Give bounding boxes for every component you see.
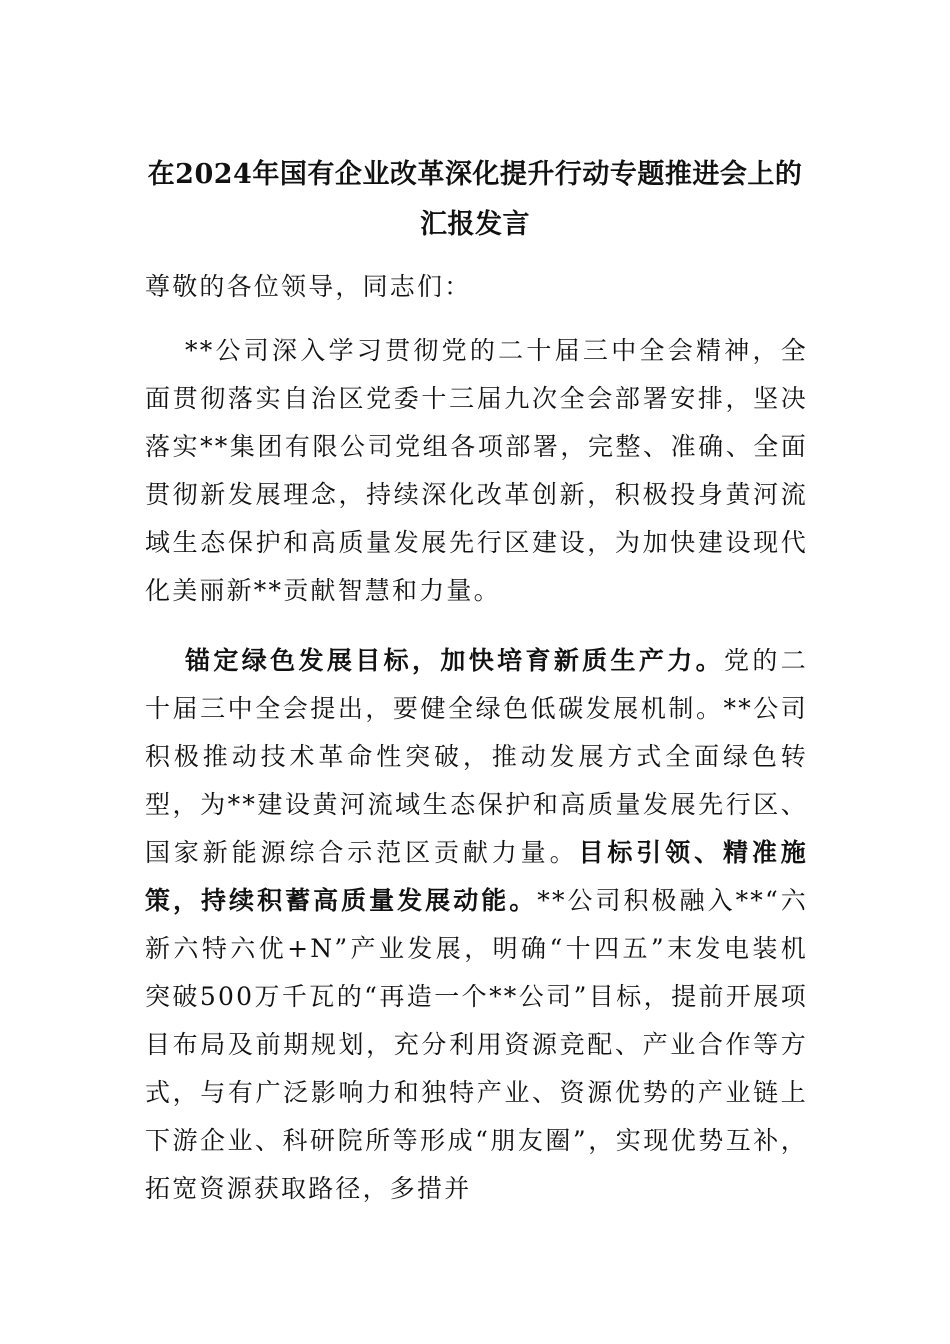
document-title: 在2024年国有企业改革深化提升行动专题推进会上的汇报发言 [147,159,803,240]
paragraph-text-goal-guidance: **公司积极融入**“六新六特六优+N”产业发展，明确“十四五”末发电装机突破500万千瓦的“再造一个**公司”目标，提前开展项目布局及前期规划，充分利用资源竞配、产业合作等方式，与有广泛影响力和独特产业、资源优势的产业链上下游企业、科研院所等形成“朋友圈”，实现优势互补，拓宽资源获取路径，多措并 [145,886,808,1203]
paragraph-green-development [145,637,808,1213]
salutation: 尊敬的各位领导，同志们： [145,272,472,301]
paragraph-intro: **公司深入学习贯彻党的二十届三中全会精神，全面贯彻落实自治区党委十三届九次全会部署安排，坚决落实**集团有限公司党组各项部署，完整、准确、全面贯彻新发展理念，持续深化改革创新，积极投身黄河流域生态保护和高质量发展先行区建设，为加快建设现代化美丽新**贡献智慧和力量。 [145,336,808,605]
paragraph-text-green-development: 党的二十届三中全会提出，要健全绿色低碳发展机制。**公司积极推动技术革命性突破，推动发展方式全面绿色转型，为**建设黄河流域生态保护和高质量发展先行区、国家新能源综合示范区贡献力量。 [145,646,808,867]
paragraph-heading-goal-guidance: 目标引领、精准施策，持续积蓄高质量发展动能。 [145,838,808,915]
paragraph-heading-green-development: 锚定绿色发展目标，加快培育新质生产力。 [185,646,725,675]
